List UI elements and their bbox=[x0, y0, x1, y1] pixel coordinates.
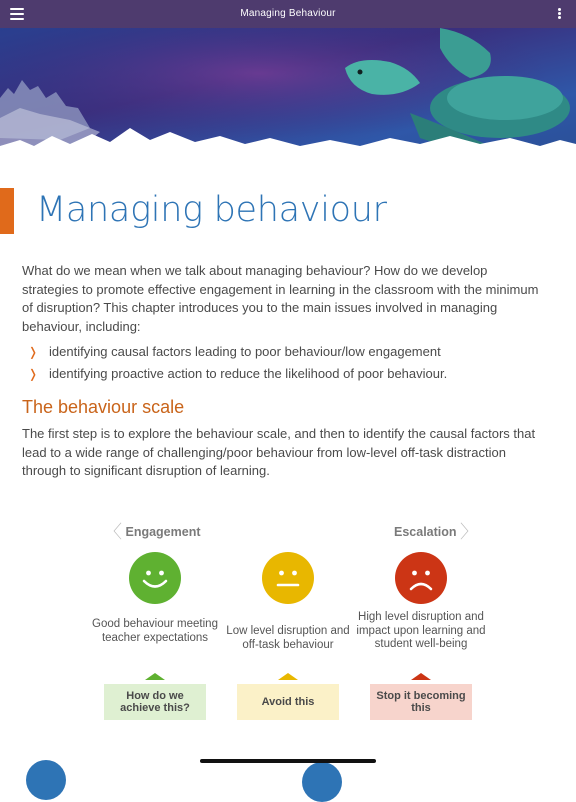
section-body-paragraph: The first step is to explore the behaviour scale, and then to identify the causal factors that lead to a wide range of challenging/poor behaviour from low-level off-task distraction through to significant disruption of learning. bbox=[22, 426, 536, 478]
scale-marker-green bbox=[145, 673, 165, 680]
chevron-right-icon: ❭ bbox=[28, 367, 39, 381]
bullet-text: identifying proactive action to reduce the likelihood of poor behaviour. bbox=[49, 366, 448, 381]
list-item bbox=[22, 363, 542, 385]
scale-description-low: Low level disruption and off-task behaviour bbox=[226, 625, 350, 651]
chapter-bullet-list bbox=[22, 341, 542, 385]
scale-marker-red bbox=[411, 673, 431, 680]
scale-label-escalation: Escalation 〉 bbox=[394, 522, 479, 542]
scale-marker-yellow bbox=[278, 673, 298, 680]
action-box-avoid: Avoid this bbox=[237, 684, 339, 720]
home-indicator[interactable] bbox=[200, 759, 376, 763]
chevron-left-icon: 〈 bbox=[104, 522, 122, 542]
chapter-accent-bar bbox=[0, 188, 14, 234]
chapter-intro-paragraph: What do we mean when we talk about managing behaviour? How do we develop strategies to promote effective engagement in learning in the classroom with the minimum of disruption? This chapter introduces you to the main issues involved in managing behaviour, including: bbox=[22, 263, 539, 334]
top-app-bar bbox=[0, 0, 576, 28]
scale-description-good: Good behaviour meeting teacher expectations bbox=[92, 618, 218, 644]
more-options-icon[interactable] bbox=[556, 8, 562, 22]
next-section-graphic bbox=[302, 762, 342, 802]
scale-label-engagement: 〈 Engagement bbox=[104, 522, 201, 542]
action-box-achieve: How do we achieve this? bbox=[104, 684, 206, 720]
neutral-face-icon bbox=[262, 552, 314, 604]
app-title: Managing Behaviour bbox=[240, 8, 336, 19]
list-item bbox=[22, 341, 542, 363]
chapter-title: Managing behaviour bbox=[36, 190, 387, 230]
next-section-graphic bbox=[26, 760, 66, 800]
scale-description-high: High level disruption and impact upon learning and student well-being bbox=[356, 611, 486, 650]
bullet-text: identifying causal factors leading to poor behaviour/low engagement bbox=[49, 344, 441, 359]
chevron-right-icon: ❭ bbox=[28, 345, 39, 359]
section-title: The behaviour scale bbox=[22, 397, 185, 417]
sad-face-icon bbox=[395, 552, 447, 604]
happy-face-icon bbox=[129, 552, 181, 604]
chevron-right-icon: 〉 bbox=[460, 522, 479, 542]
chapter-banner-image bbox=[0, 28, 576, 158]
sea-turtle-illustration bbox=[0, 28, 576, 158]
action-box-stop: Stop it becoming this bbox=[370, 684, 472, 720]
